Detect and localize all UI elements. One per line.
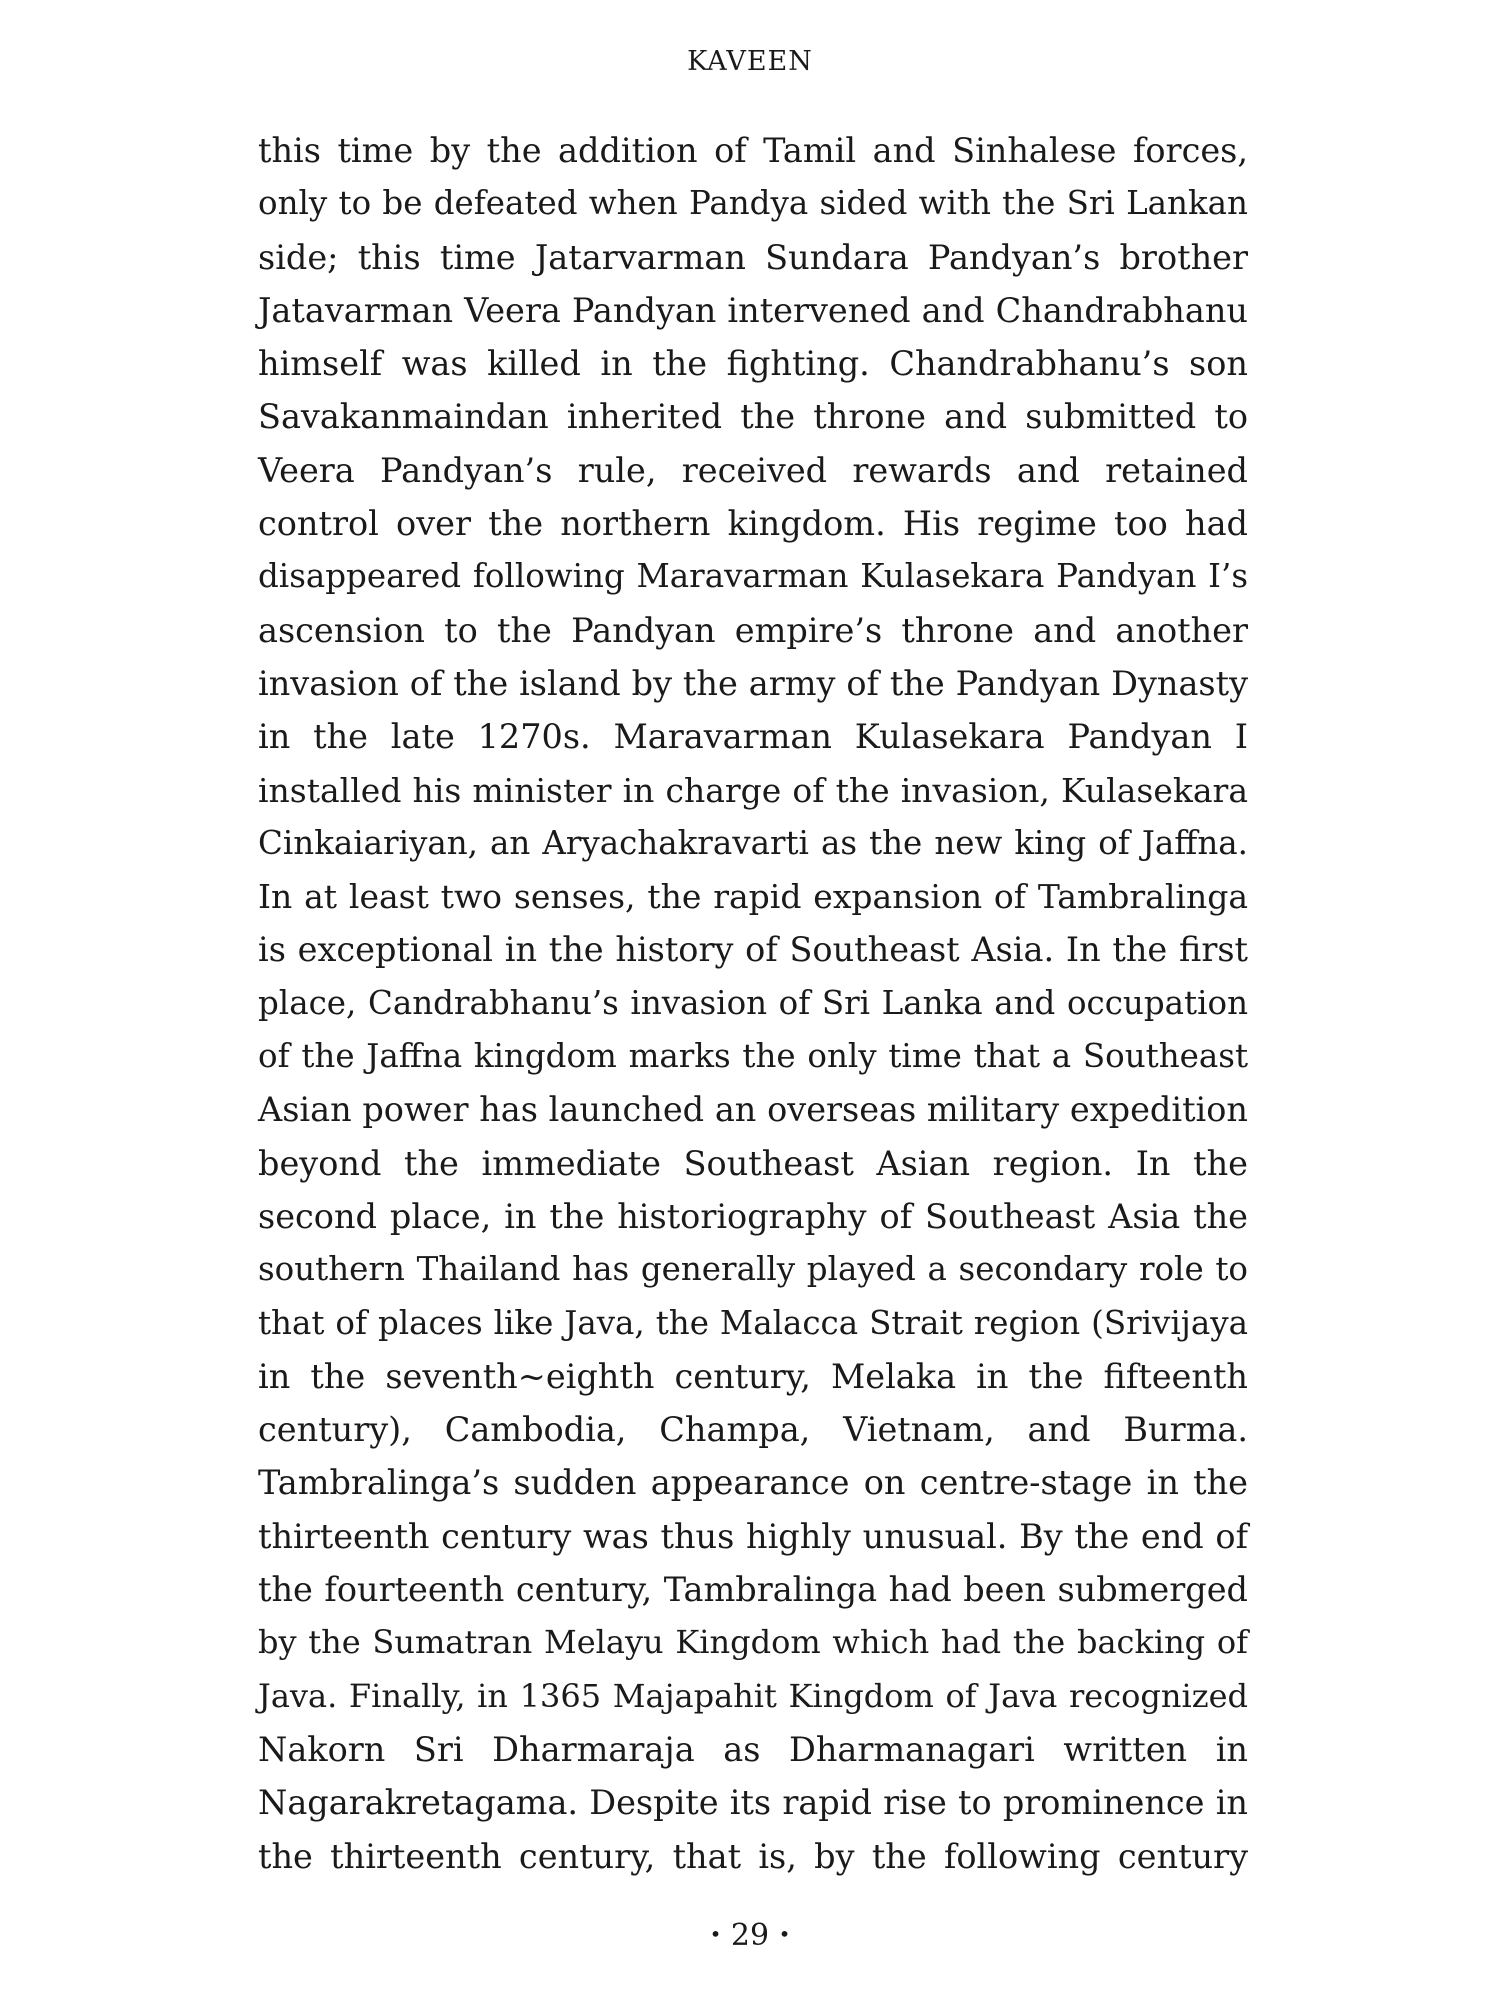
folio-bullet-left: • bbox=[709, 1922, 722, 1946]
text-line: Savakanmaindan inherited the throne and submitted to bbox=[258, 397, 1248, 437]
text-line: Java. Finally, in 1365 Majapahit Kingdom of Java recognized bbox=[258, 1676, 1248, 1715]
text-line: only to be defeated when Pandya sided with the Sri Lankan bbox=[258, 184, 1248, 223]
text-line: second place, in the historiography of Southeast Asia the bbox=[258, 1196, 1248, 1236]
text-line: In at least two senses, the rapid expansion of Tambralinga bbox=[258, 877, 1248, 917]
page-number bbox=[0, 1918, 1500, 1953]
text-line: in the late 1270s. Maravarman Kulasekara Pandyan I bbox=[258, 717, 1248, 757]
text-line: control over the northern kingdom. His regime too had bbox=[258, 504, 1248, 544]
text-line: himself was killed in the fighting. Chandrabhanu’s son bbox=[258, 344, 1248, 384]
text-line: century), Cambodia, Champa, Vietnam, and Burma. bbox=[258, 1410, 1248, 1450]
text-line: invasion of the island by the army of the Pandyan Dynasty bbox=[258, 663, 1248, 703]
text-line: Cinkaiariyan, an Aryachakravarti as the new king of Jaffna. bbox=[258, 823, 1248, 862]
text-line: side; this time Jatarvarman Sundara Pandyan’s brother bbox=[258, 237, 1248, 277]
text-line: Nakorn Sri Dharmaraja as Dharmanagari written in bbox=[258, 1729, 1248, 1769]
text-line: by the Sumatran Melayu Kingdom which had the backing of bbox=[258, 1623, 1248, 1662]
text-line: the fourteenth century, Tambralinga had been submerged bbox=[258, 1570, 1248, 1610]
text-line: southern Thailand has generally played a secondary role to bbox=[258, 1250, 1248, 1289]
folio-bullet-right: • bbox=[778, 1922, 791, 1946]
text-line: ascension to the Pandyan empire’s throne and another bbox=[258, 610, 1248, 650]
running-head: KAVEEN bbox=[687, 46, 813, 77]
text-line: Veera Pandyan’s rule, received rewards and retained bbox=[258, 450, 1248, 490]
text-line: Nagarakretagama. Despite its rapid rise to prominence in bbox=[258, 1783, 1248, 1823]
text-line: is exceptional in the history of Southeast Asia. In the first bbox=[258, 930, 1248, 970]
text-line: Jatavarman Veera Pandyan intervened and Chandrabhanu bbox=[258, 290, 1248, 330]
text-line: disappeared following Maravarman Kulasekara Pandyan I’s bbox=[258, 557, 1248, 596]
text-line: installed his minister in charge of the invasion, Kulasekara bbox=[258, 770, 1248, 810]
text-line: Tambralinga’s sudden appearance on centre-stage in the bbox=[258, 1463, 1248, 1503]
text-line: this time by the addition of Tamil and Sinhalese forces, bbox=[258, 131, 1248, 170]
text-line: Asian power has launched an overseas military expedition bbox=[258, 1090, 1248, 1130]
text-line: place, Candrabhanu’s invasion of Sri Lanka and occupation bbox=[258, 983, 1248, 1022]
text-line: beyond the immediate Southeast Asian region. In the bbox=[258, 1143, 1248, 1183]
text-line: in the seventh~eighth century, Melaka in the fifteenth bbox=[258, 1356, 1248, 1396]
text-line: that of places like Java, the Malacca Strait region (Srivijaya bbox=[258, 1303, 1248, 1342]
text-line: of the Jaffna kingdom marks the only time that a Southeast bbox=[258, 1037, 1248, 1076]
text-line: the thirteenth century, that is, by the following century bbox=[258, 1836, 1248, 1876]
text-line: thirteenth century was thus highly unusual. By the end of bbox=[258, 1516, 1248, 1556]
page-number-value: 29 bbox=[730, 1918, 770, 1953]
body-text bbox=[258, 124, 1248, 1883]
